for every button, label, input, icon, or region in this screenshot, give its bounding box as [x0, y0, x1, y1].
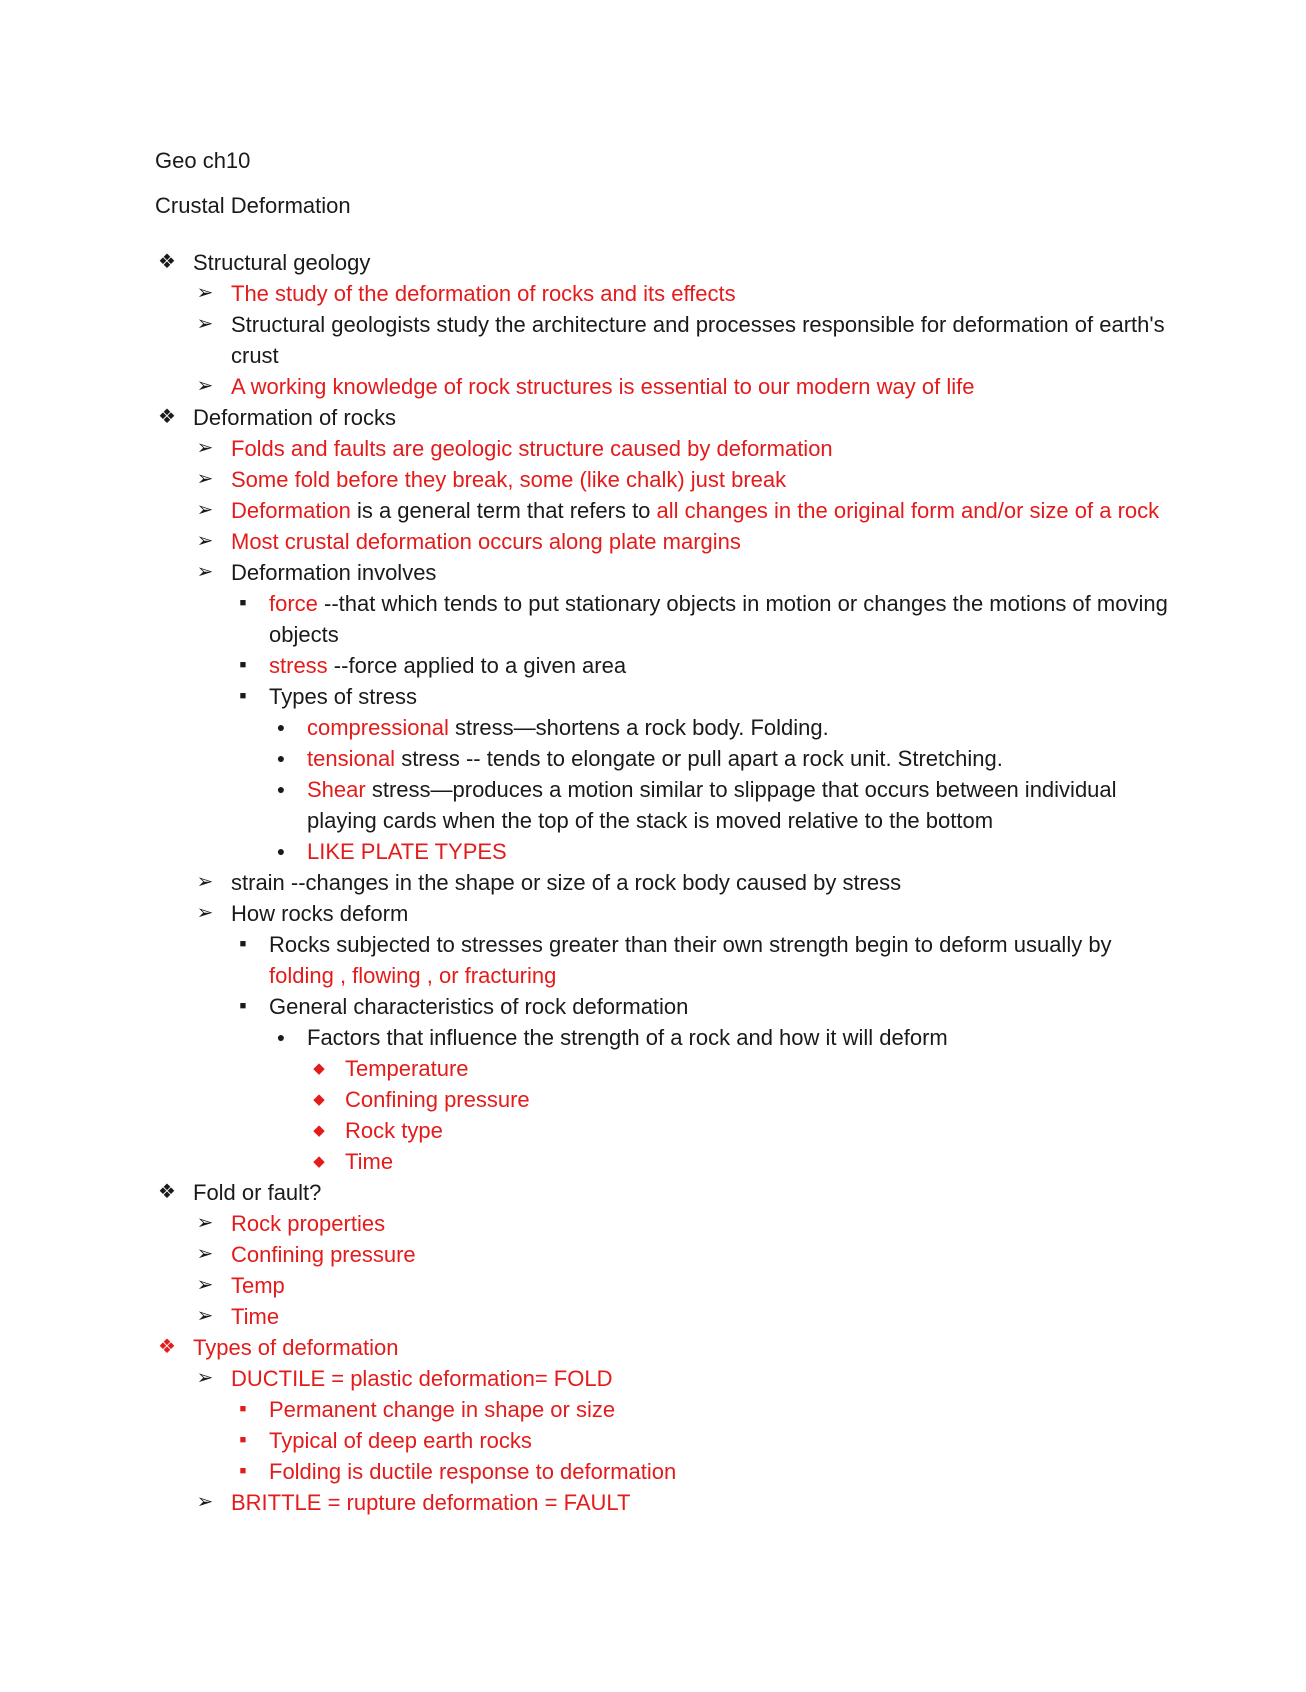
square-bullet-icon: ■ — [239, 1434, 247, 1446]
arrow-bullet-icon: ➢ — [196, 313, 214, 335]
arrow-bullet-icon: ➢ — [196, 871, 214, 893]
outline-item-text: General characteristics of rock deformation — [269, 994, 689, 1019]
square-bullet-icon: ■ — [239, 938, 247, 950]
outline-item-text: Folding is ductile response to deformation — [269, 1459, 677, 1484]
outline-item-text: How rocks deform — [231, 901, 409, 926]
dot-bullet-icon: ● — [276, 843, 286, 859]
outline-item — [155, 681, 1175, 712]
outline-item — [155, 1115, 1175, 1146]
outline-item — [155, 774, 1175, 836]
outline-item-text: compressional — [307, 715, 449, 740]
outline-item — [155, 371, 1175, 402]
arrow-bullet-icon: ➢ — [196, 1243, 214, 1265]
outline-item — [155, 1456, 1175, 1487]
outline-item-text: DUCTILE = plastic deformation= FOLD — [231, 1366, 613, 1391]
dot-bullet-icon: ● — [276, 750, 286, 766]
outline-item-text: Rock properties — [231, 1211, 386, 1236]
arrow-bullet-icon: ➢ — [196, 1212, 214, 1234]
outline-item — [155, 1208, 1175, 1239]
outline-item-text: Structural geology — [193, 250, 371, 275]
outline-item — [155, 588, 1175, 650]
outline-item-text: Rocks subjected to stresses greater than their own strength begin to deform usually by — [269, 932, 1112, 957]
red-diamond-bullet-icon: ◆ — [313, 1091, 325, 1108]
outline-item-text: strain --changes in the shape or size of a rock body caused by stress — [231, 870, 902, 895]
outline-item-text: stress -- tends to elongate or pull apart a rock unit. Stretching. — [395, 746, 1003, 771]
arrow-bullet-icon: ➢ — [196, 437, 214, 459]
red-diamond-bullet-icon: ◆ — [313, 1122, 325, 1139]
outline-item-text: Factors that influence the strength of a rock and how it will deform — [307, 1025, 948, 1050]
outline-item — [155, 867, 1175, 898]
outline-item — [155, 1394, 1175, 1425]
arrow-bullet-icon: ➢ — [196, 561, 214, 583]
square-bullet-icon: ■ — [239, 659, 247, 671]
outline-item-text: The study of the deformation of rocks and its effects — [231, 281, 736, 306]
arrow-bullet-icon: ➢ — [196, 902, 214, 924]
square-bullet-icon: ■ — [239, 597, 247, 609]
document-subtitle: Crustal Deformation — [155, 193, 351, 218]
outline-item-text: folding , flowing , or fracturing — [269, 963, 557, 988]
outline-item — [155, 1053, 1175, 1084]
outline-item-text: Confining pressure — [345, 1087, 530, 1112]
dot-bullet-icon: ● — [276, 719, 286, 735]
arrow-bullet-icon: ➢ — [196, 468, 214, 490]
four-diamond-bullet-icon: ❖ — [158, 1181, 176, 1203]
four-diamond-bullet-icon: ❖ — [158, 1336, 176, 1358]
outline-item — [155, 464, 1175, 495]
outline-item-text: Rock type — [345, 1118, 443, 1143]
outline-item — [155, 433, 1175, 464]
outline-item — [155, 1239, 1175, 1270]
outline-item — [155, 1022, 1175, 1053]
outline-item-text: --force applied to a given area — [327, 653, 627, 678]
outline-item-text: Permanent change in shape or size — [269, 1397, 616, 1422]
outline-item-text: tensional — [307, 746, 396, 771]
outline-item-text: all changes in the original form and/or size of a rock — [656, 498, 1160, 523]
outline-item — [155, 991, 1175, 1022]
outline-item — [155, 557, 1175, 588]
outline-item — [155, 495, 1175, 526]
outline-item — [155, 743, 1175, 774]
four-diamond-bullet-icon: ❖ — [158, 406, 176, 428]
arrow-bullet-icon: ➢ — [196, 530, 214, 552]
outline-item — [155, 1487, 1175, 1518]
outline-item — [155, 712, 1175, 743]
outline-item — [155, 1332, 1175, 1363]
arrow-bullet-icon: ➢ — [196, 1305, 214, 1327]
dot-bullet-icon: ● — [276, 1029, 286, 1045]
outline-item-text: Time — [345, 1149, 394, 1174]
outline-item — [155, 1425, 1175, 1456]
outline-item — [155, 836, 1175, 867]
outline-item-text: Deformation — [231, 498, 351, 523]
outline-item — [155, 1146, 1175, 1177]
outline-item — [155, 1301, 1175, 1332]
outline-item-text: A working knowledge of rock structures is essential to our modern way of life — [231, 374, 975, 399]
outline-item-text: Some fold before they break, some (like chalk) just break — [231, 467, 787, 492]
arrow-bullet-icon: ➢ — [196, 499, 214, 521]
notes-outline — [155, 247, 1175, 1518]
outline-item-text: LIKE PLATE TYPES — [307, 839, 507, 864]
outline-item — [155, 526, 1175, 557]
outline-item — [155, 929, 1175, 991]
outline-item-text: stress — [269, 653, 328, 678]
outline-item-text: Shear — [307, 777, 366, 802]
arrow-bullet-icon: ➢ — [196, 1491, 214, 1513]
arrow-bullet-icon: ➢ — [196, 375, 214, 397]
outline-item — [155, 1363, 1175, 1394]
arrow-bullet-icon: ➢ — [196, 282, 214, 304]
four-diamond-bullet-icon: ❖ — [158, 251, 176, 273]
outline-item-text: Time — [231, 1304, 280, 1329]
outline-item — [155, 1177, 1175, 1208]
outline-item-text: Fold or fault? — [193, 1180, 322, 1205]
outline-item-text: Deformation involves — [231, 560, 437, 585]
outline-item-text: stress—shortens a rock body. Folding. — [448, 715, 829, 740]
square-bullet-icon: ■ — [239, 690, 247, 702]
outline-item-text: Structural geologists study the architecture and processes responsible for deformation of earth's crust — [231, 312, 1165, 368]
red-diamond-bullet-icon: ◆ — [313, 1153, 325, 1170]
red-diamond-bullet-icon: ◆ — [313, 1060, 325, 1077]
outline-item — [155, 309, 1175, 371]
dot-bullet-icon: ● — [276, 781, 286, 797]
outline-item — [155, 278, 1175, 309]
outline-item — [155, 1084, 1175, 1115]
document-title: Geo ch10 — [155, 148, 251, 173]
arrow-bullet-icon: ➢ — [196, 1367, 214, 1389]
arrow-bullet-icon: ➢ — [196, 1274, 214, 1296]
outline-item-text: stress—produces a motion similar to slippage that occurs between individual playing cards when the top of the stack is moved relative to the bottom — [307, 777, 1117, 833]
outline-item — [155, 898, 1175, 929]
outline-item-text: Most crustal deformation occurs along plate margins — [231, 529, 741, 554]
outline-item-text: Types of stress — [269, 684, 417, 709]
outline-item-text: force — [269, 591, 318, 616]
outline-item-text: Temp — [231, 1273, 285, 1298]
outline-item — [155, 402, 1175, 433]
outline-item-text: Deformation of rocks — [193, 405, 396, 430]
outline-item-text: Folds and faults are geologic structure caused by deformation — [231, 436, 833, 461]
outline-item-text: Types of deformation — [193, 1335, 399, 1360]
outline-item — [155, 247, 1175, 278]
outline-item — [155, 650, 1175, 681]
outline-item-text: Typical of deep earth rocks — [269, 1428, 532, 1453]
square-bullet-icon: ■ — [239, 1000, 247, 1012]
outline-item-text: Confining pressure — [231, 1242, 416, 1267]
outline-item-text: Temperature — [345, 1056, 469, 1081]
outline-item-text: BRITTLE = rupture deformation = FAULT — [231, 1490, 631, 1515]
outline-item-text: is a general term that refers to — [350, 498, 657, 523]
outline-item-text: --that which tends to put stationary objects in motion or changes the motions of moving objects — [269, 591, 1168, 647]
square-bullet-icon: ■ — [239, 1403, 247, 1415]
square-bullet-icon: ■ — [239, 1465, 247, 1477]
outline-item — [155, 1270, 1175, 1301]
